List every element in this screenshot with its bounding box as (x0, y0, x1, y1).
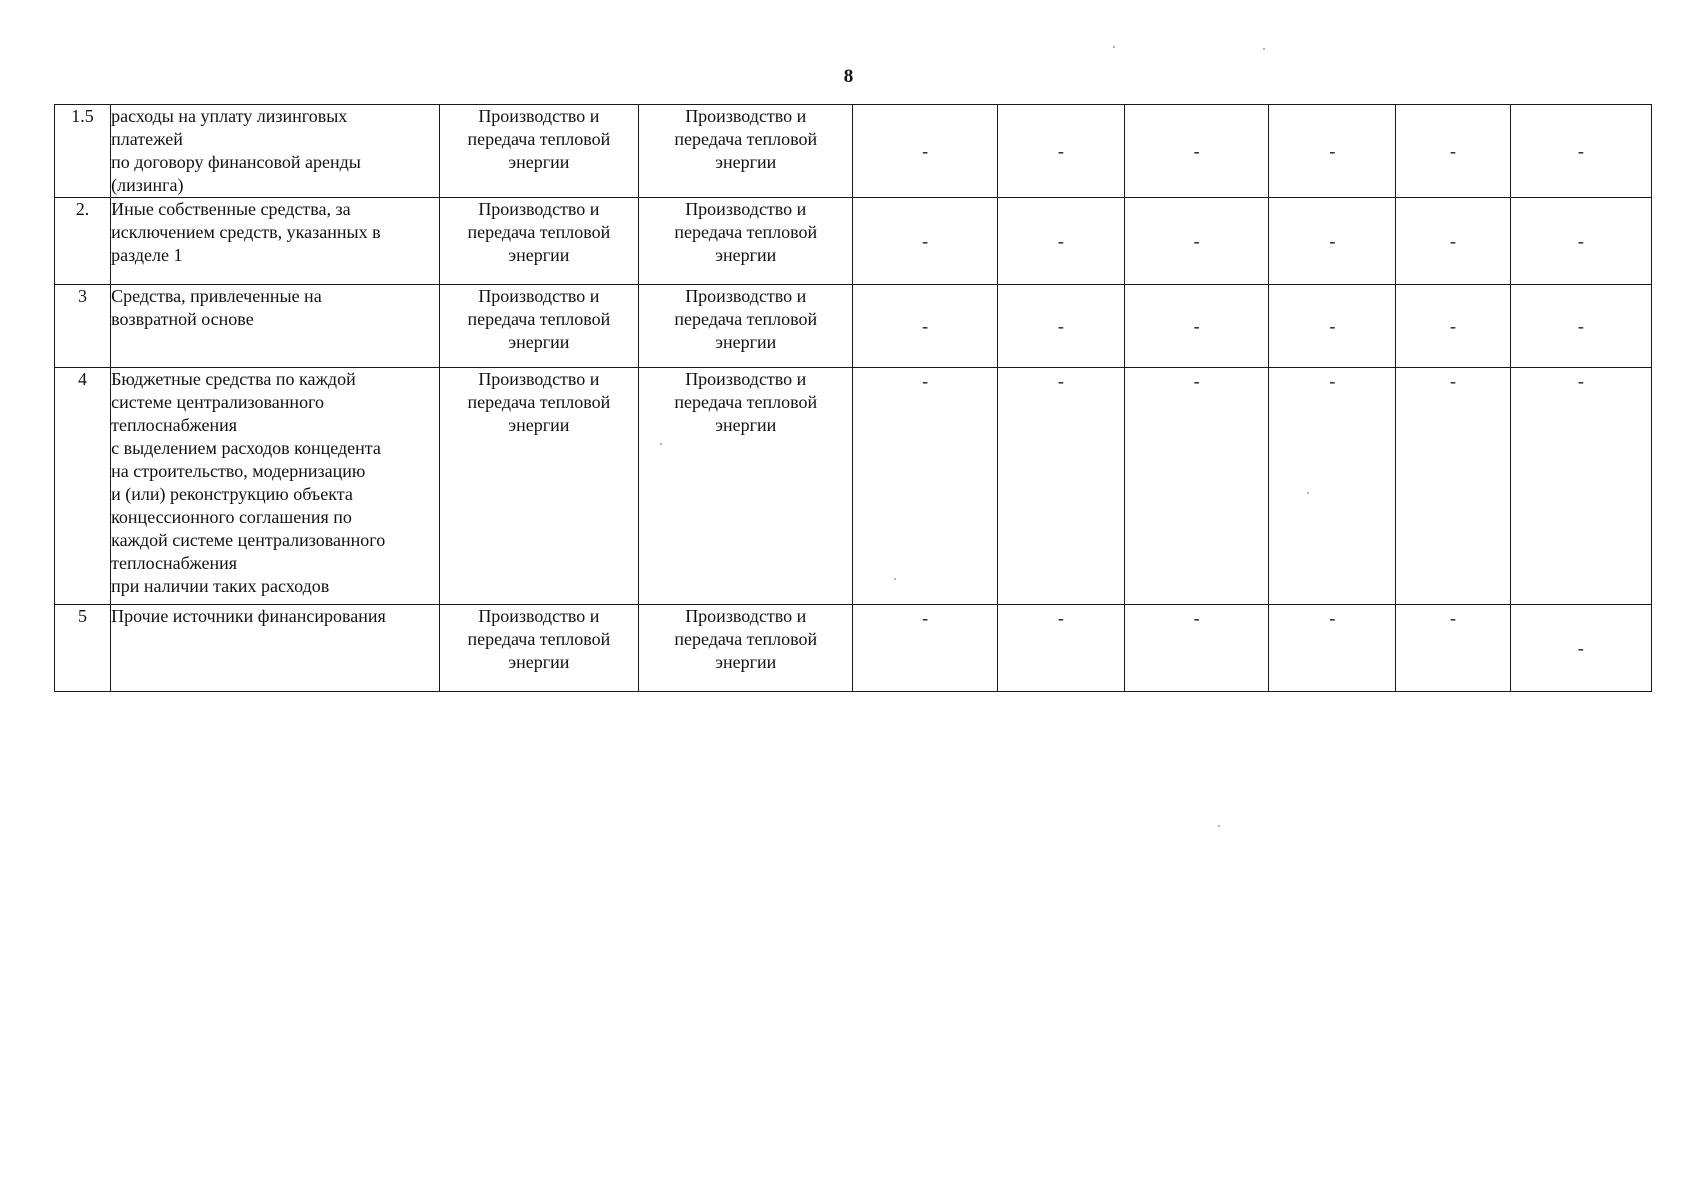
value-cell: - (1124, 198, 1268, 285)
value-cell: - (853, 605, 997, 692)
scan-speck (660, 443, 662, 445)
row-number: 2. (55, 198, 111, 285)
activity-type: Производство и передача тепловой энергии (439, 198, 638, 285)
value-cell: - (1396, 285, 1510, 368)
scan-speck (894, 578, 896, 580)
value-cell: - (997, 198, 1124, 285)
activity-type: Производство и передача тепловой энергии (439, 605, 638, 692)
source-name: Иные собственные средства, за исключением средств, указанных в разделе 1 (111, 198, 440, 285)
row-number: 3 (55, 285, 111, 368)
source-name: Средства, привлеченные на возвратной основе (111, 285, 440, 368)
table-row (55, 605, 1652, 692)
row-number: 1.5 (55, 105, 111, 198)
value-cell: - (1269, 285, 1396, 368)
value-cell: - (997, 368, 1124, 605)
activity-type: Производство и передача тепловой энергии (639, 605, 853, 692)
value-cell: - (853, 368, 997, 605)
source-name: Прочие источники финансирования (111, 605, 440, 692)
value-cell: - (1269, 198, 1396, 285)
activity-type: Производство и передача тепловой энергии (639, 198, 853, 285)
activity-type: Производство и передача тепловой энергии (439, 368, 638, 605)
value-cell: - (1510, 285, 1651, 368)
value-cell: - (997, 285, 1124, 368)
value-cell: - (1396, 198, 1510, 285)
source-name: расходы на уплату лизинговых платежей по договору финансовой аренды (лизинга) (111, 105, 440, 198)
value-cell: - (1269, 368, 1396, 605)
table-row (55, 285, 1652, 368)
value-cell: - (997, 105, 1124, 198)
scan-speck (1307, 492, 1309, 494)
activity-type: Производство и передача тепловой энергии (439, 285, 638, 368)
table-row (55, 198, 1652, 285)
value-cell: - (1396, 105, 1510, 198)
value-cell: - (1510, 605, 1651, 692)
value-cell: - (1124, 285, 1268, 368)
value-cell: - (853, 285, 997, 368)
table-row (55, 105, 1652, 198)
activity-type: Производство и передача тепловой энергии (439, 105, 638, 198)
activity-type: Производство и передача тепловой энергии (639, 368, 853, 605)
value-cell: - (1124, 105, 1268, 198)
page-number: 8 (843, 66, 854, 87)
value-cell: - (853, 198, 997, 285)
scan-speck (1218, 825, 1220, 827)
value-cell: - (997, 605, 1124, 692)
row-number: 4 (55, 368, 111, 605)
value-cell: - (1269, 605, 1396, 692)
scan-speck (1263, 48, 1265, 50)
value-cell: - (1510, 198, 1651, 285)
source-name: Бюджетные средства по каждой системе централизованного теплоснабжения с выделением расходов концедента на строительство, модернизацию и (или) реконструкцию объекта концессионного соглашения по каждой системе централизованного теплоснабжения при наличии таких расходов (111, 368, 440, 605)
value-cell: - (1124, 605, 1268, 692)
value-cell: - (1396, 605, 1510, 692)
value-cell: - (1269, 105, 1396, 198)
row-number: 5 (55, 605, 111, 692)
table-row (55, 368, 1652, 605)
value-cell: - (853, 105, 997, 198)
value-cell: - (1510, 368, 1651, 605)
financing-sources-table (54, 104, 1652, 692)
value-cell: - (1124, 368, 1268, 605)
activity-type: Производство и передача тепловой энергии (639, 105, 853, 198)
activity-type: Производство и передача тепловой энергии (639, 285, 853, 368)
scan-speck (1113, 46, 1115, 48)
value-cell: - (1510, 105, 1651, 198)
value-cell: - (1396, 368, 1510, 605)
